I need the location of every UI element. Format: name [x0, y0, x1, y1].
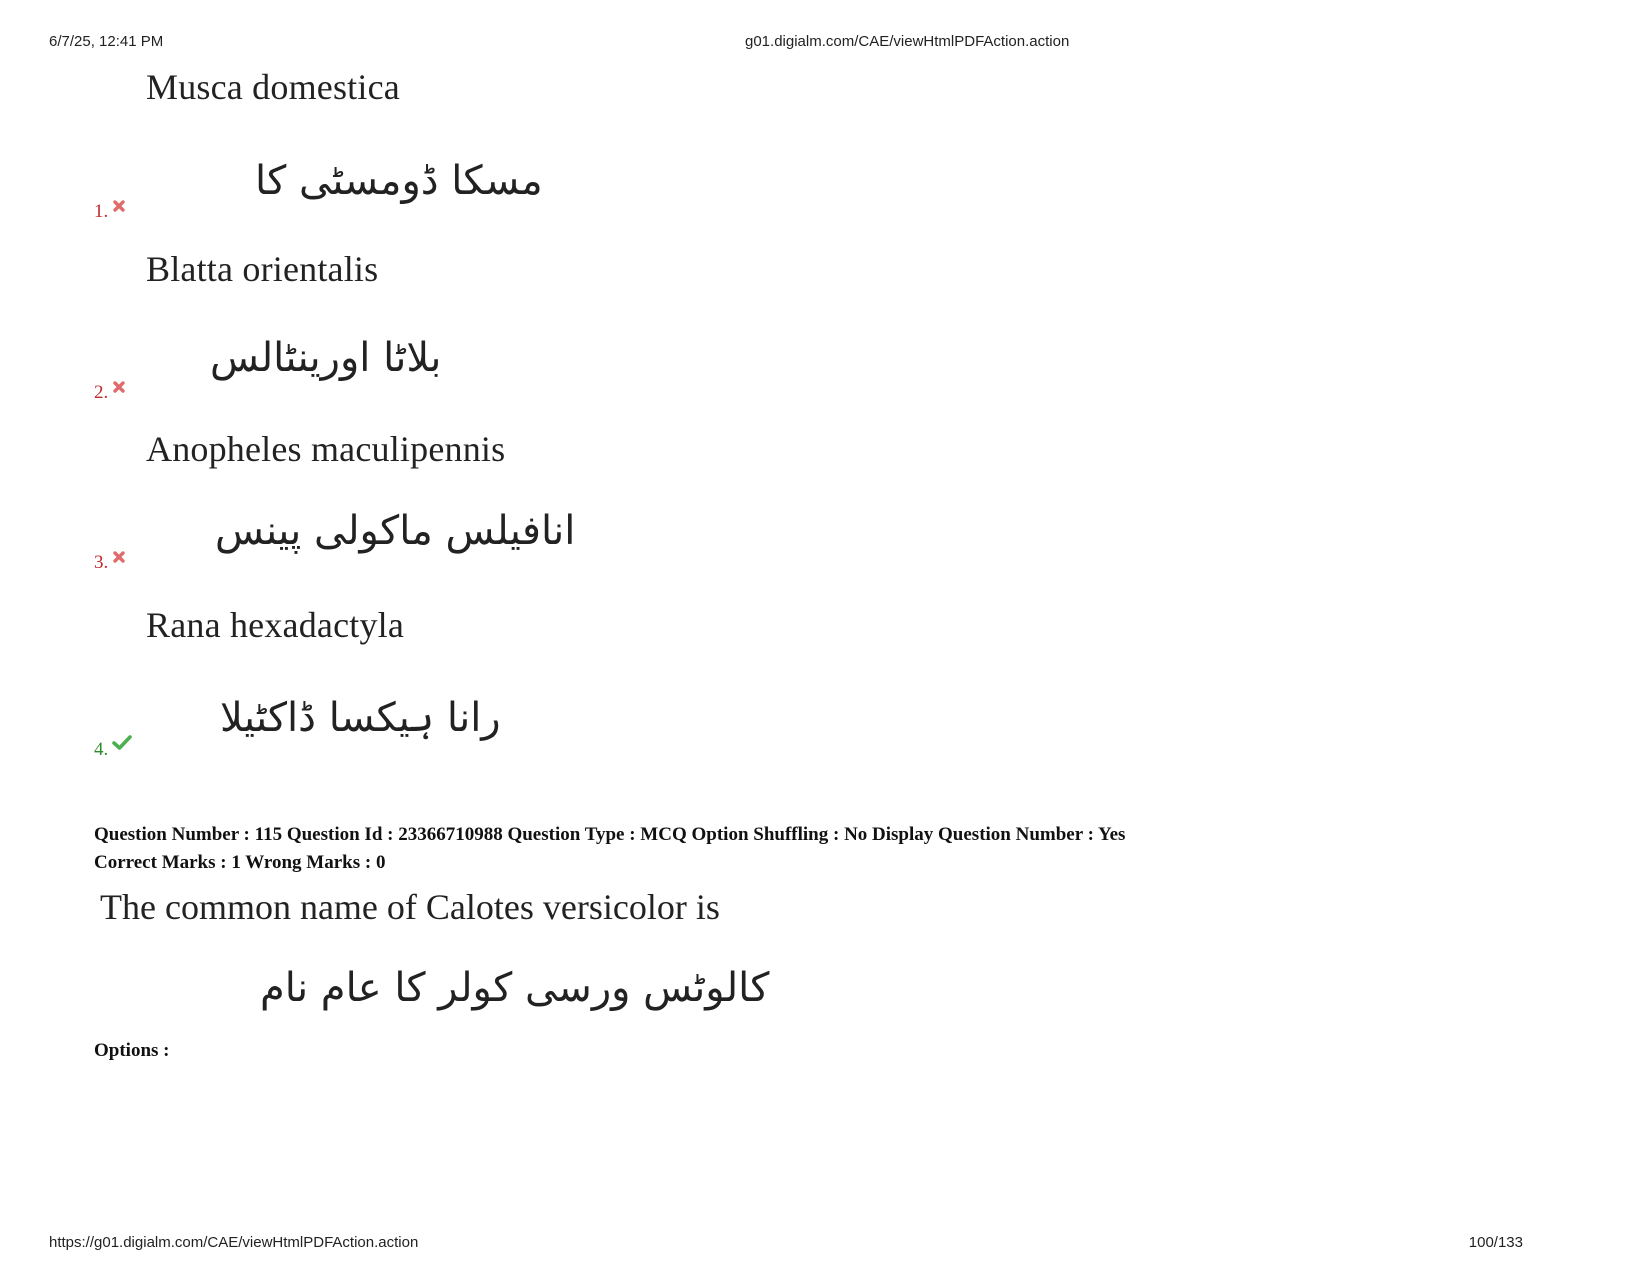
options-label: Options :	[94, 1040, 170, 1061]
option-3-english: Anopheles maculipennis	[146, 429, 506, 469]
option-2-marker	[94, 378, 126, 404]
page-number: 100/133	[1468, 1234, 1523, 1251]
check-icon	[112, 735, 132, 757]
question-english: The common name of Calotes versicolor is	[100, 887, 720, 927]
option-4-urdu: رانا ہیکسا ڈاکٹیلا	[220, 695, 501, 741]
cross-icon	[112, 197, 126, 219]
question-meta-line-2: Correct Marks : 1 Wrong Marks : 0	[94, 852, 386, 873]
question-urdu: کالوٹس ورسی کولر کا عام نام	[260, 965, 770, 1011]
option-1-urdu: مسکا ڈومسٹی کا	[255, 158, 543, 204]
option-4-english: Rana hexadactyla	[146, 605, 405, 645]
cross-icon	[112, 548, 126, 570]
print-datetime: 6/7/25, 12:41 PM	[49, 33, 164, 50]
question-meta-line-1: Question Number : 115 Question Id : 23366710988 Question Type : MCQ Option Shuffling : No Display Question Number : Yes	[94, 824, 1126, 845]
option-1-english: Musca domestica	[146, 67, 400, 107]
option-2-urdu: بلاٹا اورینٹالس	[210, 335, 442, 381]
option-3-number: 3.	[94, 552, 109, 573]
option-2-number: 2.	[94, 382, 109, 403]
print-site-url: g01.digialm.com/CAE/viewHtmlPDFAction.action	[745, 33, 1070, 50]
footer-url: https://g01.digialm.com/CAE/viewHtmlPDFAction.action	[49, 1234, 419, 1251]
option-4-number: 4.	[94, 739, 109, 760]
option-1-marker	[94, 197, 126, 223]
cross-icon	[112, 378, 126, 400]
option-3-marker	[94, 548, 126, 574]
option-3-urdu: انافیلس ماکولی پینس	[215, 508, 576, 554]
option-2-english: Blatta orientalis	[146, 249, 379, 289]
option-4-marker	[94, 735, 132, 761]
option-1-number: 1.	[94, 201, 109, 222]
